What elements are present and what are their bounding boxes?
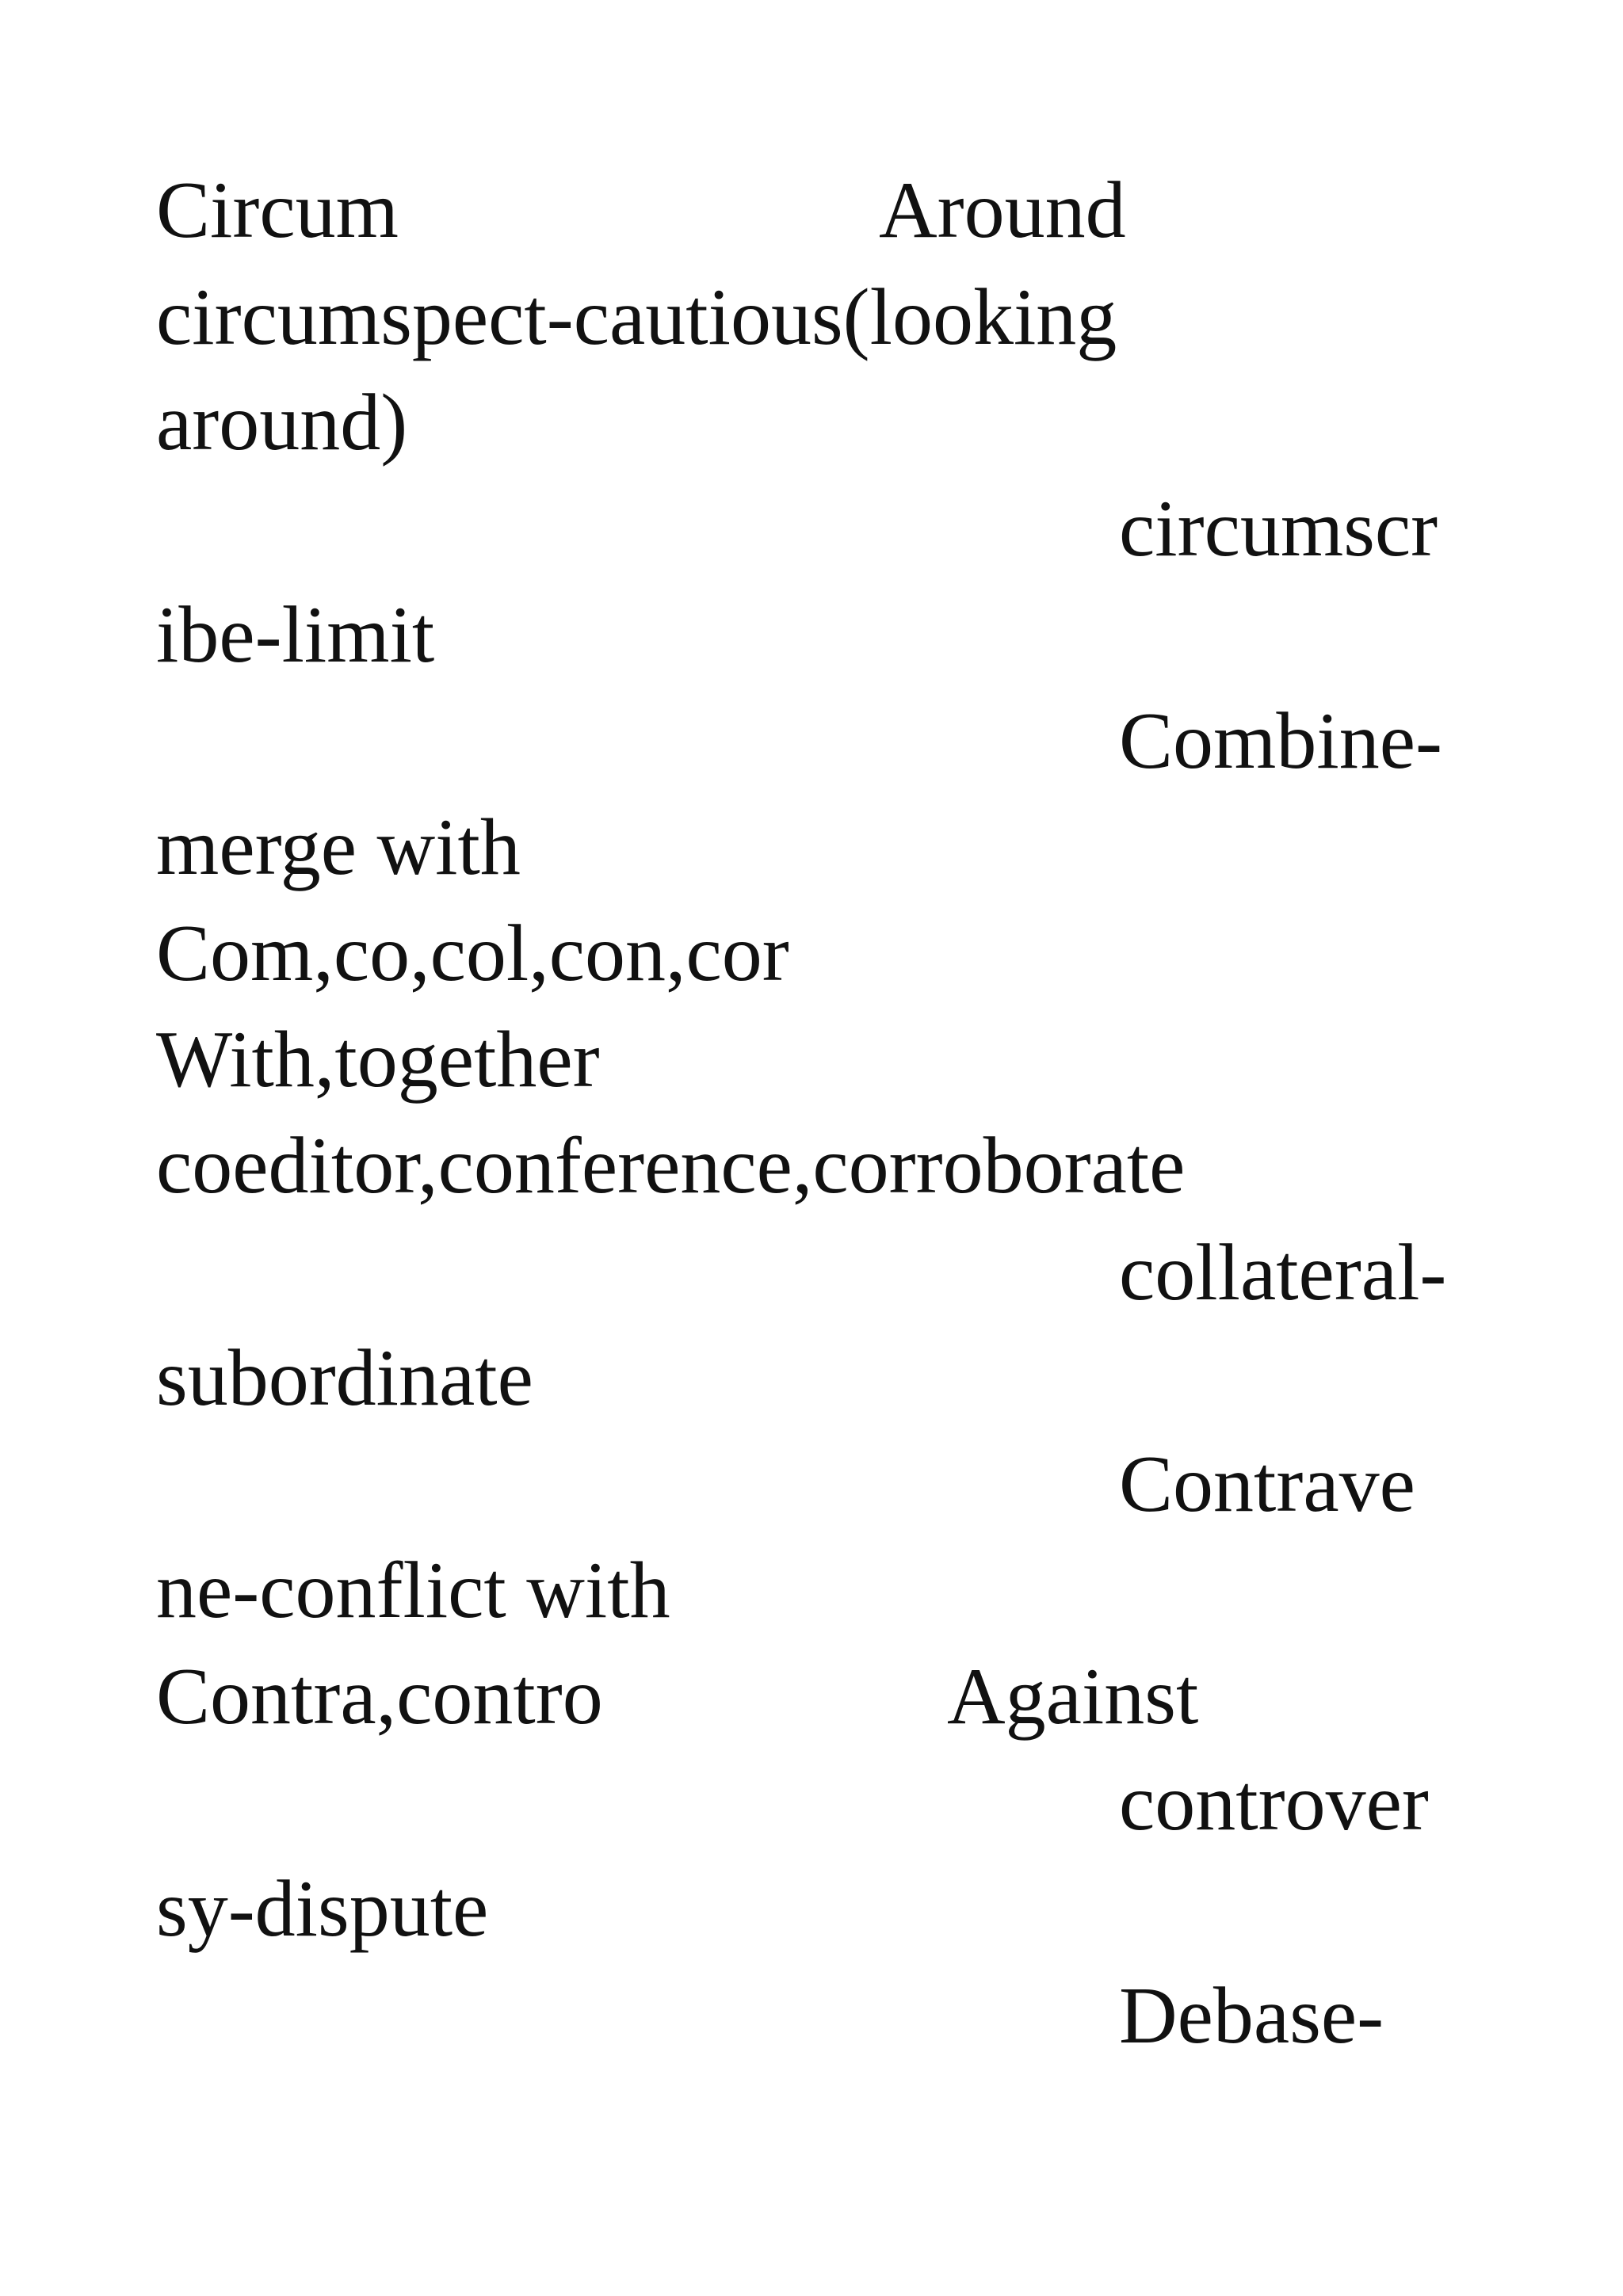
text-line-4: around) (156, 378, 408, 467)
text-line-18: controver (1119, 1758, 1429, 1848)
text-line-16: Contra,contro (156, 1652, 603, 1741)
text-line-14: Contrave (1119, 1440, 1415, 1529)
text-line-6: ibe-limit (156, 590, 435, 680)
text-line-11: coeditor,conference,corroborate (156, 1121, 1186, 1211)
text-line-9: Com,co,col,con,cor (156, 909, 789, 998)
text-line-19: sy-dispute (156, 1864, 489, 1954)
text-line-5: circumscr (1119, 484, 1438, 574)
text-line-2: Around (879, 166, 1126, 255)
text-line-20: Debase- (1119, 1971, 1384, 2061)
text-line-12: collateral- (1119, 1228, 1447, 1318)
text-line-1: Circum (156, 166, 399, 255)
text-line-17: Against (947, 1652, 1199, 1741)
text-line-10: With,together (156, 1015, 600, 1104)
text-line-15: ne-conflict with (156, 1546, 670, 1635)
text-line-7: Combine- (1119, 696, 1442, 786)
text-line-13: subordinate (156, 1333, 533, 1423)
text-line-3: circumspect-cautious(looking (156, 273, 1117, 362)
text-line-8: merge with (156, 803, 521, 892)
